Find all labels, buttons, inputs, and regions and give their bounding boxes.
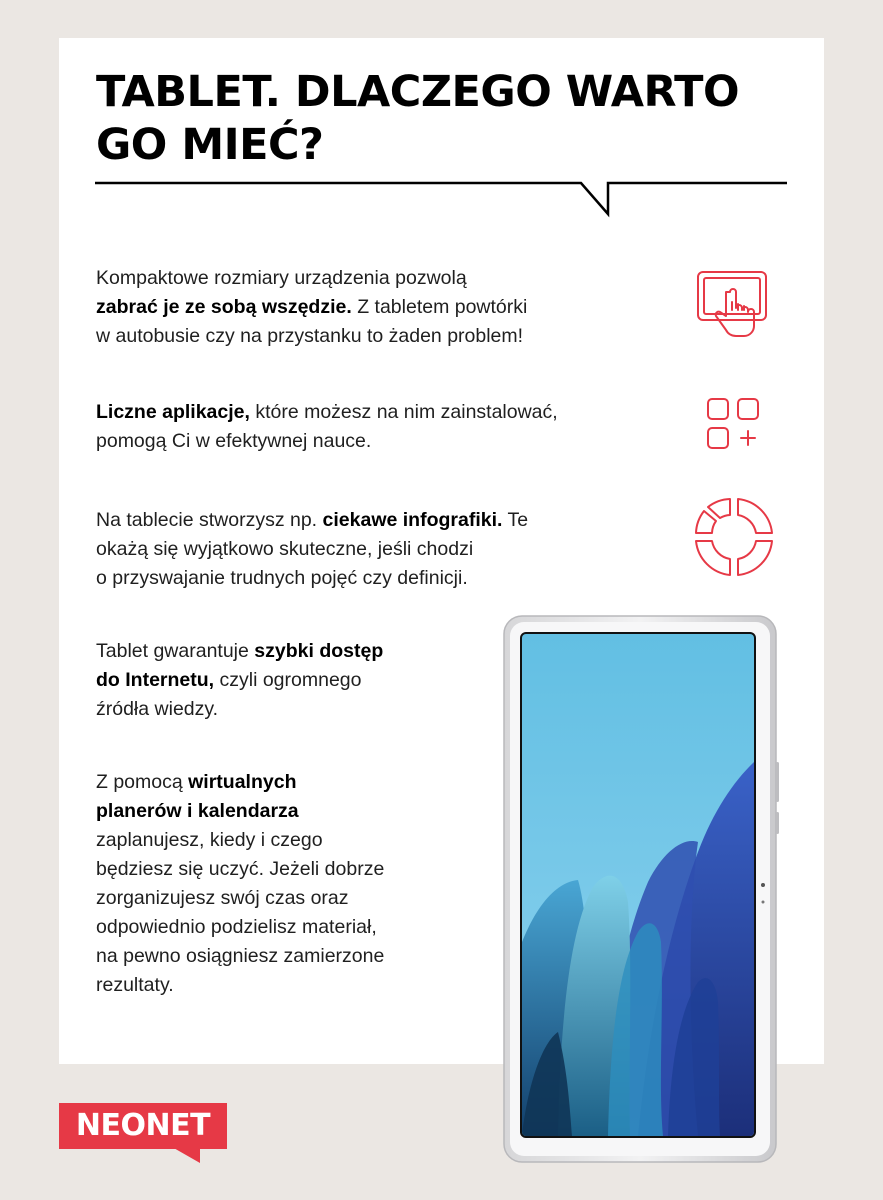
speech-divider bbox=[95, 178, 789, 220]
logo-speech-tail bbox=[172, 1147, 200, 1163]
paragraph-apps: Liczne aplikacje, które możesz na nim zainstalować, pomogą Ci w efektywnej nauce. bbox=[96, 401, 558, 452]
donut-chart-icon bbox=[694, 497, 774, 577]
tablet-illustration bbox=[498, 612, 782, 1168]
title-line-1: TABLET. DLACZEGO WARTO bbox=[96, 67, 740, 117]
paragraph-planners: Z pomocą wirtualnych planerów i kalendarza zaplanujesz, kiedy i czego będziesz się uczyć. Jeżeli dobrze zorganizujesz swój czas oraz odpowiednio podzielisz materiał, na pewno osiągniesz zamierzone rezultaty. bbox=[96, 771, 385, 996]
title-line-2: GO MIEĆ? bbox=[96, 120, 324, 170]
apps-grid-icon bbox=[706, 397, 762, 451]
tablet-touch-icon bbox=[696, 270, 770, 344]
paragraph-infographics: Na tablecie stworzysz np. ciekawe infografiki. Te okażą się wyjątkowo skuteczne, jeśli chodzi o przyswajanie trudnych pojęć czy definicji. bbox=[96, 509, 529, 589]
paragraph-portability: Kompaktowe rozmiary urządzenia pozwolą zabrać je ze sobą wszędzie. Z tabletem powtórki w autobusie czy na przystanku to żaden problem! bbox=[96, 267, 528, 347]
page-title bbox=[96, 66, 816, 172]
paragraph-internet: Tablet gwarantuje szybki dostęp do Internetu, czyli ogromnego źródła wiedzy. bbox=[96, 640, 384, 720]
neonet-logo: NEONET bbox=[59, 1103, 227, 1149]
